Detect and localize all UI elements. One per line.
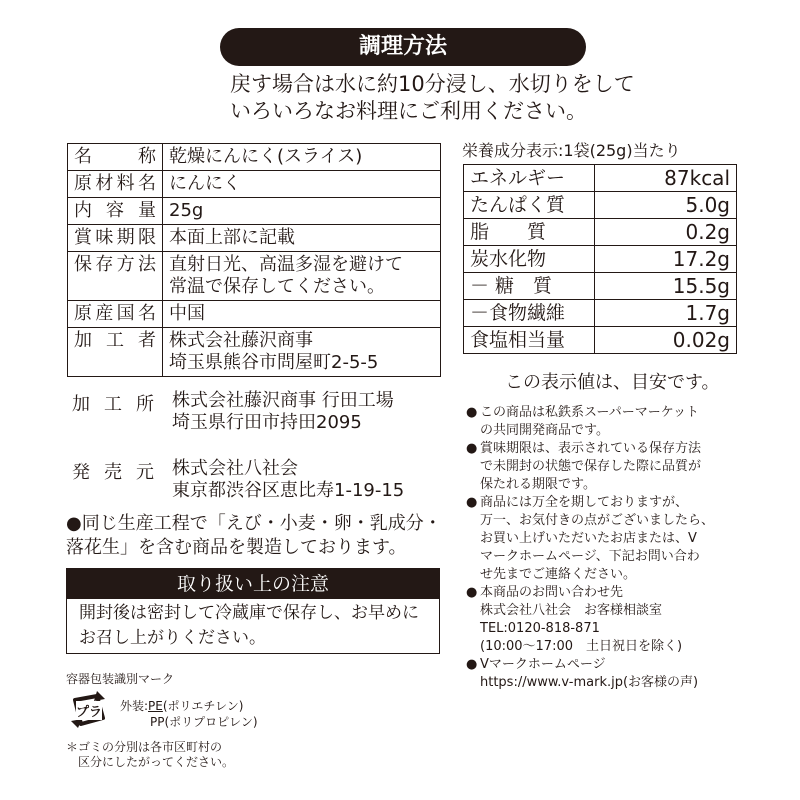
allergen-line-2: 落花生」を含む商品を製造しております。 — [66, 537, 407, 558]
notes-list — [466, 404, 756, 692]
note-text: 万一、お気付きの点がございましたら、 — [480, 513, 715, 528]
product-row-line: 埼玉県熊谷市問屋町2-5-5 — [169, 352, 379, 373]
product-row — [68, 144, 441, 171]
product-row-value — [163, 171, 441, 198]
note-line — [466, 494, 756, 511]
nutrition-title: 栄養成分表示:1袋(25g)当たり — [462, 141, 681, 160]
product-row — [68, 198, 441, 225]
product-row-label: 賞味期限 — [68, 225, 163, 252]
note-line — [466, 458, 756, 475]
product-row-value — [163, 252, 441, 301]
nutrition-value: 0.2g — [595, 219, 737, 246]
note-text: マークホームページ、下記お問い合わ — [480, 549, 700, 564]
product-row-value — [163, 328, 441, 377]
note-text: https://www.v-mark.jp(お客様の声) — [480, 675, 699, 690]
nutrition-table — [463, 164, 737, 354]
note-text: で未開封の状態で保存した際に品質が — [480, 459, 702, 474]
packaging-pe: PE — [148, 699, 163, 713]
product-row — [68, 328, 441, 377]
bullet-icon: ● — [466, 441, 478, 456]
nutrition-row — [464, 165, 737, 192]
product-row-value — [163, 225, 441, 252]
note-text: せ先までご連絡ください。 — [480, 567, 637, 582]
note-line — [466, 404, 756, 421]
nutrition-value: 17.2g — [595, 246, 737, 273]
product-row — [68, 252, 441, 301]
seller-line-1: 株式会社八社会 — [172, 458, 298, 479]
nutrition-label: － 糖 質 — [464, 273, 595, 300]
product-row-line: 乾燥にんにく(スライス) — [169, 146, 363, 167]
packaging-pe-note: (ポリエチレン) — [162, 699, 244, 713]
caution-line-2: お召し上がりください。 — [79, 628, 266, 648]
product-row-label: 原材料名 — [68, 171, 163, 198]
note-text: この商品は私鉄系スーパーマーケット — [480, 405, 700, 420]
product-row-line: 中国 — [169, 303, 205, 324]
nutrition-label: 炭水化物 — [464, 246, 595, 273]
note-line — [466, 674, 756, 691]
processing-site-line-1: 株式会社藤沢商事 行田工場 — [172, 390, 394, 411]
note-text: TEL:0120-818-871 — [480, 621, 600, 636]
product-row-line: 直射日光、高温多湿を避けて — [169, 254, 403, 275]
product-row-label: 加工者 — [68, 328, 163, 377]
nutrition-value: 87kcal — [595, 165, 737, 192]
method-line-1: 戻す場合は水に約10分浸し、水切りをして — [230, 72, 635, 96]
method-line-2: いろいろなお料理にご利用ください。 — [230, 99, 587, 123]
nutrition-label: エネルギー — [464, 165, 595, 192]
note-line — [466, 566, 756, 583]
note-line — [466, 530, 756, 547]
bullet-icon: ● — [466, 495, 478, 510]
product-row-label: 原産国名 — [68, 301, 163, 328]
product-row-line: 常温で保存してください。 — [169, 276, 385, 297]
product-row-line: にんにく — [169, 173, 241, 194]
recycle-mark-icon — [65, 688, 111, 734]
note-text: 賞味期限は、表示されている保存方法 — [480, 441, 702, 456]
product-row-value — [163, 198, 441, 225]
caution-title: 取り扱い上の注意 — [67, 569, 439, 599]
packaging-outer: 外装: — [120, 699, 149, 713]
nutrition-value: 0.02g — [595, 327, 737, 354]
caution-box — [66, 568, 440, 654]
product-row — [68, 225, 441, 252]
method-title: 調理方法 — [220, 28, 586, 66]
product-row — [68, 171, 441, 198]
packaging-note-1: ＊ゴミの分別は各市区町村の — [66, 740, 223, 754]
bullet-icon: ● — [466, 585, 478, 600]
note-text: Vマークホームページ — [480, 657, 606, 672]
nutrition-value: 1.7g — [595, 300, 737, 327]
product-row-label: 保存方法 — [68, 252, 163, 301]
allergen-line-1: ●同じ生産工程で「えび・小麦・卵・乳成分・ — [66, 513, 442, 534]
note-line — [466, 548, 756, 565]
note-line — [466, 638, 756, 655]
processing-site-line-2: 埼玉県行田市持田2095 — [172, 412, 362, 433]
packaging-note-2: 区分にしたがってください。 — [66, 755, 235, 769]
nutrition-label: 食塩相当量 — [464, 327, 595, 354]
product-row-label: 名 称 — [68, 144, 163, 171]
nutrition-value: 15.5g — [595, 273, 737, 300]
note-text: 本商品のお問い合わせ先 — [480, 585, 624, 600]
nutrition-row — [464, 192, 737, 219]
nutrition-label: たんぱく質 — [464, 192, 595, 219]
note-text: (10:00～17:00 土日祝日を除く) — [480, 639, 683, 654]
nutrition-value: 5.0g — [595, 192, 737, 219]
note-text: お買い上げいただいたお店または、V — [480, 531, 697, 546]
note-text: の共同開発商品です。 — [480, 423, 609, 438]
product-row-value — [163, 144, 441, 171]
seller-label: 発売元 — [72, 462, 154, 483]
note-line — [466, 656, 756, 673]
product-row-label: 内容量 — [68, 198, 163, 225]
packaging-pp-note: (ポリプロピレン) — [164, 715, 258, 729]
note-line — [466, 584, 756, 601]
note-text: 商品には万全を期しておりますが、 — [480, 495, 689, 510]
nutrition-label: 脂 質 — [464, 219, 595, 246]
note-line — [466, 512, 756, 529]
nutrition-row — [464, 246, 737, 273]
note-text: 株式会社八社会 お客様相談室 — [480, 603, 663, 618]
packaging-pp: PP — [150, 715, 165, 729]
nutrition-row — [464, 300, 737, 327]
product-row — [68, 301, 441, 328]
nutrition-row — [464, 327, 737, 354]
nutrition-label: －食物繊維 — [464, 300, 595, 327]
product-row-line: 本面上部に記載 — [169, 227, 295, 248]
packaging-materials — [120, 698, 258, 730]
note-line — [466, 440, 756, 457]
nutrition-row — [464, 273, 737, 300]
note-text: 保たれる期限です。 — [480, 477, 596, 492]
product-row-line: 25g — [169, 200, 204, 221]
nutrition-footnote: この表示値は、目安です。 — [505, 372, 720, 393]
bullet-icon: ● — [466, 657, 478, 672]
note-line — [466, 422, 756, 439]
note-line — [466, 620, 756, 637]
product-row-value — [163, 301, 441, 328]
seller-line-2: 東京都渋谷区恵比寿1-19-15 — [172, 480, 405, 501]
note-line — [466, 476, 756, 493]
nutrition-row — [464, 219, 737, 246]
note-line — [466, 602, 756, 619]
bullet-icon: ● — [466, 405, 478, 420]
product-row-line: 株式会社藤沢商事 — [169, 330, 313, 351]
recycle-mark-label: プラ — [76, 701, 102, 720]
product-info-table — [67, 143, 441, 377]
processing-site-label: 加工所 — [72, 394, 154, 415]
caution-line-1: 開封後は密封して冷蔵庫で保存し、お早めに — [79, 603, 419, 623]
packaging-title: 容器包装識別マーク — [66, 672, 175, 686]
